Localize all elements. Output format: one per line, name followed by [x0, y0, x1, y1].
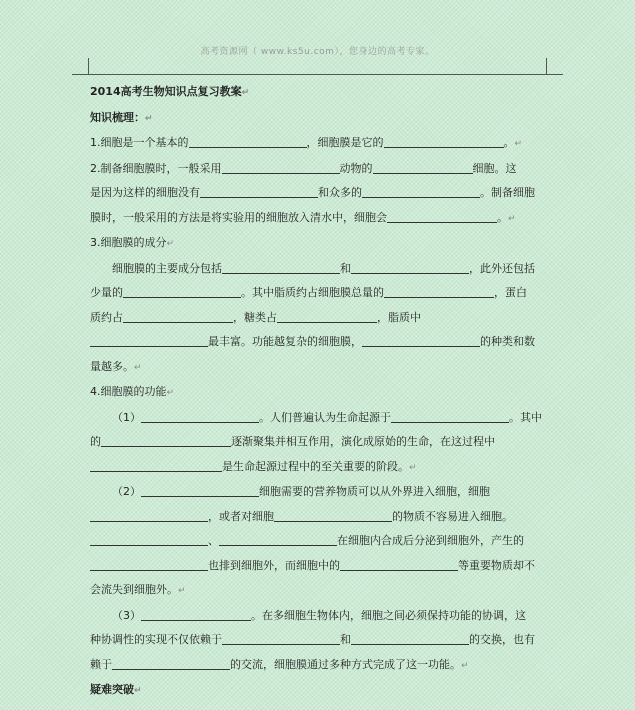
question-2: 2.制备细胞膜时，一般采用 动物的 细胞。这 是因为这样的细胞没有 和众多的 。制备细胞 膜时，一般采用的方法是将实验用的细胞放入清水中，细胞会 。↵	[90, 161, 535, 224]
section-knowledge: 知识梳理：↵	[90, 110, 153, 124]
fill-blank	[222, 161, 340, 174]
header-rule	[88, 74, 547, 75]
question-3: 细胞膜的主要成分包括 和 ，此外还包括 少量的 。其中脂质约占细胞膜总量的 ，蛋白 质约占 ，糖类占 ，脂质中 最丰富。功能越复杂的细胞膜， 的种类和数 量越多。↵	[90, 261, 535, 373]
fill-blank	[373, 161, 473, 174]
question-4-item-2: （2） 细胞需要的营养物质可以从外界进入细胞，细胞 ，或者对细胞 的物质不容易进入细胞。 、 在细胞内合成后分泌到细胞外，产生的 也排到细胞外，而细胞中的 等重要物质却不 会流失到细胞外。↵	[90, 485, 535, 596]
fill-blank	[384, 135, 504, 148]
question-4-item-3: （3） 。在多细胞生物体内，细胞之间必须保持功能的协调，这 种协调性的实现不仅依赖于 和 的交换，也有 赖于 的交流，细胞膜通过多种方式完成了这一功能。↵	[90, 608, 535, 671]
corner-mark-left-h	[72, 74, 88, 75]
corner-mark-left-v	[88, 58, 89, 74]
fill-blank	[90, 558, 208, 571]
fill-blank	[141, 608, 251, 621]
corner-mark-right-v	[546, 58, 547, 74]
fill-blank	[189, 135, 307, 148]
section-difficulty: 疑难突破↵	[90, 683, 142, 696]
fill-blank	[362, 334, 480, 347]
fill-blank	[384, 285, 494, 298]
fill-blank	[90, 459, 222, 472]
question-4-heading: 4.细胞膜的功能↵	[90, 385, 175, 398]
fill-blank	[219, 533, 337, 546]
fill-blank	[123, 285, 241, 298]
fill-blank	[90, 509, 208, 522]
fill-blank	[274, 509, 392, 522]
page-header: 高考资源网（ www.ks5u.com），您身边的高考专家。	[200, 47, 435, 57]
fill-blank	[200, 185, 318, 198]
fill-blank	[362, 185, 480, 198]
question-1: 1.细胞是一个基本的 ，细胞膜是它的 。↵	[90, 136, 523, 149]
document-body	[90, 80, 546, 704]
fill-blank	[340, 558, 458, 571]
fill-blank	[112, 657, 230, 670]
fill-blank	[90, 334, 208, 347]
fill-blank	[222, 632, 340, 645]
fill-blank	[277, 310, 377, 323]
corner-mark-right-h	[547, 74, 563, 75]
fill-blank	[222, 261, 340, 274]
question-3-heading: 3.细胞膜的成分↵	[90, 236, 175, 249]
fill-blank	[123, 310, 233, 323]
fill-blank	[101, 434, 231, 447]
fill-blank	[391, 410, 509, 423]
fill-blank	[141, 410, 259, 423]
fill-blank	[387, 210, 497, 223]
question-4-item-1: （1） 。人们普遍认为生命起源于 。其中 的 逐渐聚集并相互作用，演化成原始的生命，在这过程中 是生命起源过程中的至关重要的阶段。↵	[90, 410, 542, 473]
fill-blank	[351, 261, 469, 274]
fill-blank	[351, 632, 469, 645]
fill-blank	[90, 533, 208, 546]
fill-blank	[141, 484, 259, 497]
doc-title: 2014高考生物知识点复习教案↵	[90, 85, 250, 98]
